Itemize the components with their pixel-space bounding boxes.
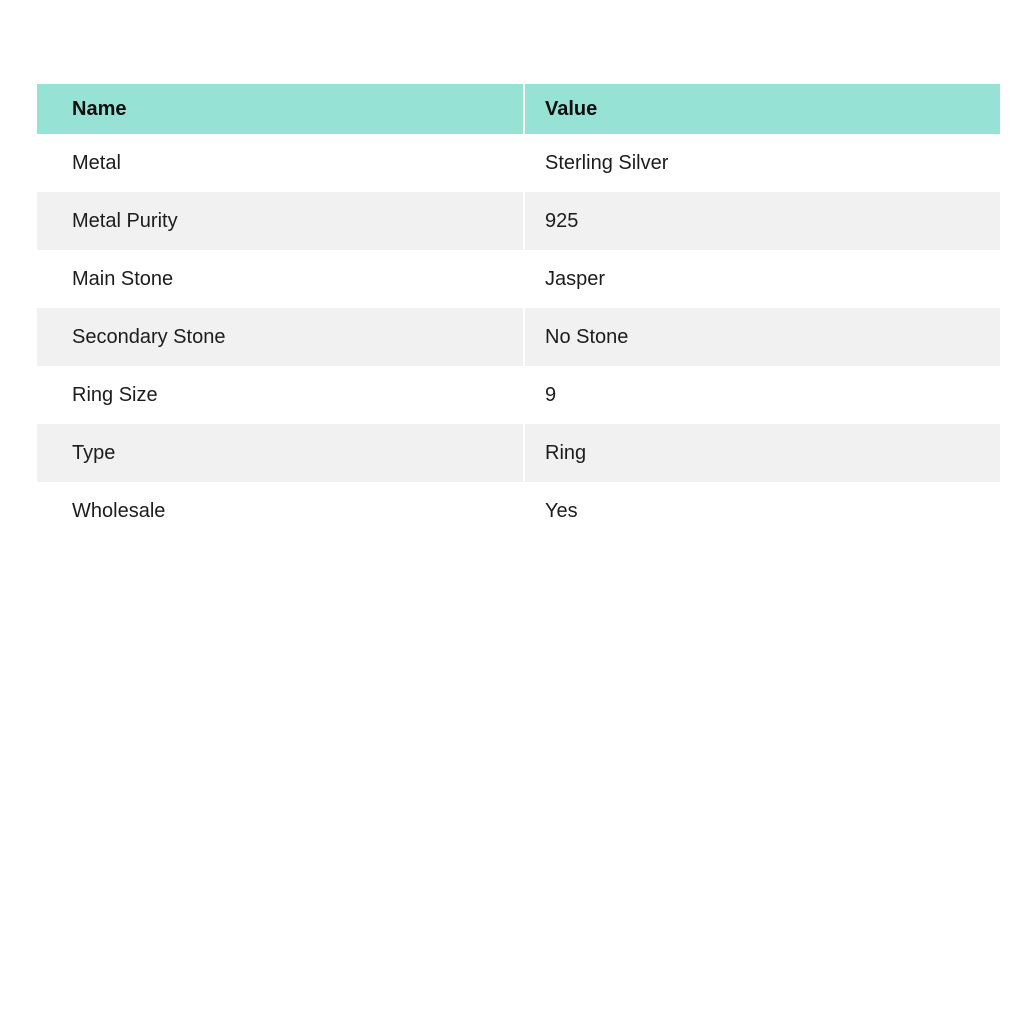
table-row <box>37 366 1000 424</box>
column-header-name: Name <box>37 84 525 134</box>
attribute-name-cell: Type <box>37 424 525 482</box>
table-row <box>37 424 1000 482</box>
table-row <box>37 192 1000 250</box>
attribute-name-cell: Metal <box>37 134 525 192</box>
header-row <box>37 84 1000 134</box>
column-header-value: Value <box>525 84 1000 134</box>
attribute-value-cell: Yes <box>525 482 1000 540</box>
attribute-value-cell: Sterling Silver <box>525 134 1000 192</box>
attribute-name-cell: Main Stone <box>37 250 525 308</box>
table-row <box>37 250 1000 308</box>
attribute-name-cell: Ring Size <box>37 366 525 424</box>
table-row <box>37 134 1000 192</box>
attribute-value-cell: Ring <box>525 424 1000 482</box>
attribute-value-cell: 925 <box>525 192 1000 250</box>
table-row <box>37 482 1000 540</box>
attribute-name-cell: Metal Purity <box>37 192 525 250</box>
attribute-value-cell: 9 <box>525 366 1000 424</box>
product-attributes-table <box>37 84 1000 540</box>
attribute-value-cell: No Stone <box>525 308 1000 366</box>
table-row <box>37 308 1000 366</box>
attribute-value-cell: Jasper <box>525 250 1000 308</box>
attribute-name-cell: Secondary Stone <box>37 308 525 366</box>
attribute-name-cell: Wholesale <box>37 482 525 540</box>
